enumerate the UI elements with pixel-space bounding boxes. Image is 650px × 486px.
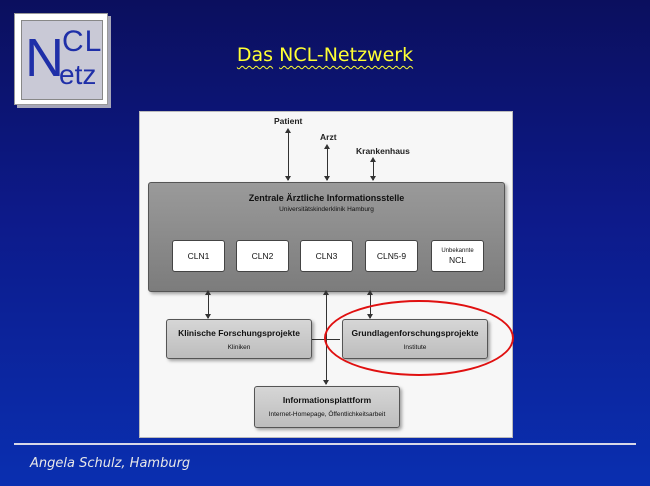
arrowhead-patient-up: [285, 128, 291, 133]
logo-letter-n: N: [25, 28, 64, 88]
highlight-ellipse: [324, 300, 514, 376]
central-title: Zentrale Ärztliche Informationsstelle: [248, 193, 405, 203]
platform-title: Informationsplattform: [282, 395, 372, 405]
footer-author: Angela Schulz, Hamburg: [30, 456, 191, 471]
logo-letters-cl: CL: [62, 25, 103, 58]
slide-title: [0, 44, 650, 66]
cln-box-2: CLN2: [236, 240, 289, 272]
label-patient: Patient: [274, 116, 303, 126]
arrowhead-clinical-up: [205, 290, 211, 295]
label-krankenhaus: Krankenhaus: [356, 146, 410, 156]
arrowhead-krankenhaus-down: [370, 176, 376, 181]
clinical-research-box: [166, 319, 312, 359]
cln-box-unknown: [431, 240, 484, 272]
arrowhead-patient-down: [285, 176, 291, 181]
arrow-patient: [288, 130, 289, 180]
label-arzt: Arzt: [320, 132, 337, 142]
central-info-box: [148, 182, 505, 292]
central-subtitle: Universitätskinderklinik Hamburg: [279, 206, 374, 213]
arrowhead-platform-up: [323, 290, 329, 295]
title-part-2: NCL-Netzwerk: [279, 44, 414, 66]
arrow-arzt: [327, 146, 328, 180]
network-diagram: [139, 111, 513, 438]
footer-divider: [14, 443, 636, 445]
cln-box-3: CLN3: [300, 240, 353, 272]
arrowhead-arzt-up: [324, 144, 330, 149]
information-platform-box: [254, 386, 400, 428]
arrowhead-krankenhaus-up: [370, 157, 376, 162]
arrowhead-basic-up: [367, 290, 373, 295]
cln-box-1: CLN1: [172, 240, 225, 272]
logo-letters-etz: etz: [59, 59, 97, 90]
arrowhead-arzt-down: [324, 176, 330, 181]
clinical-title: Klinische Forschungsprojekte: [178, 328, 300, 338]
title-part-1: Das: [236, 44, 274, 66]
cln-unknown-bottom: NCL: [448, 255, 466, 265]
clinical-subtitle: Kliniken: [227, 344, 251, 351]
basic-title: Grundlagenforschungsprojekte: [351, 328, 479, 338]
arrowhead-platform-down: [323, 380, 329, 385]
cln-box-4: CLN5-9: [365, 240, 418, 272]
cln-unknown-top: Unbekannte: [441, 248, 474, 254]
basic-subtitle: Institute: [403, 344, 427, 351]
platform-subtitle: Internet-Homepage, Öffentlichkeitsarbeit: [268, 411, 386, 418]
